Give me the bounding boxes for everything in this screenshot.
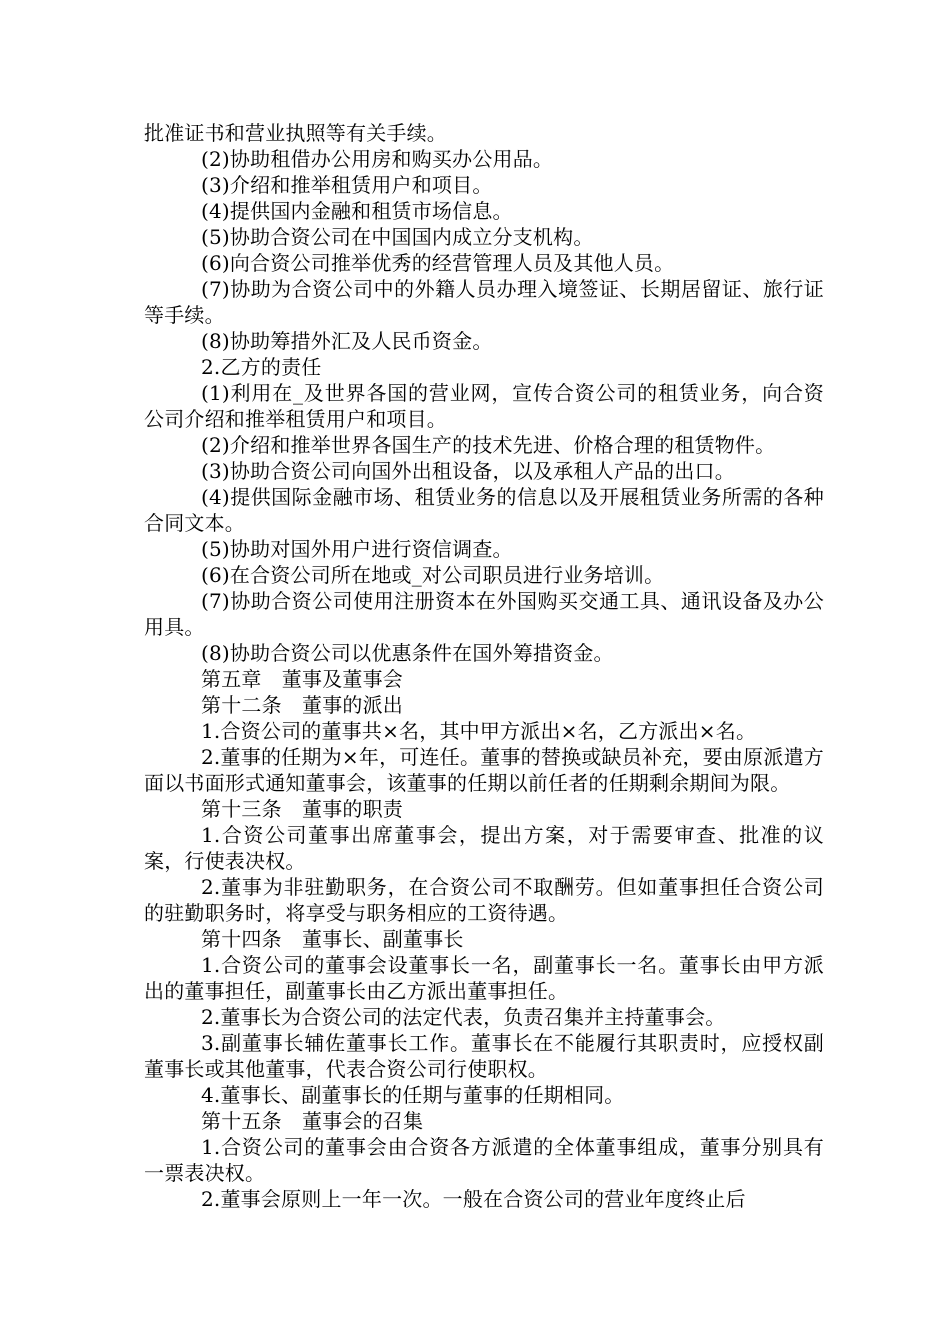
section-heading: 2.乙方的责任 — [201, 355, 322, 379]
paragraph: (2)介绍和推举世界各国生产的技术先进、价格合理的租赁物件。 — [201, 433, 776, 457]
article-heading: 第十五条 董事会的召集 — [201, 1109, 424, 1133]
paragraph: 4.董事长、副董事长的任期与董事的任期相同。 — [201, 1083, 625, 1107]
paragraph: (7)协助为合资公司中的外籍人员办理入境签证、长期居留证、旅行证等手续。 — [144, 277, 824, 327]
paragraph: 2.董事会原则上一年一次。一般在合资公司的营业年度终止后 — [201, 1187, 746, 1211]
paragraph: 1.合资公司的董事会由合资各方派遣的全体董事组成，董事分别具有一票表决权。 — [144, 1135, 824, 1185]
paragraph: (5)协助合资公司在中国国内成立分支机构。 — [201, 225, 594, 249]
chapter-heading: 第五章 董事及董事会 — [201, 667, 403, 691]
paragraph: (2)协助租借办公用房和购买办公用品。 — [201, 147, 554, 171]
article-heading: 第十二条 董事的派出 — [201, 693, 403, 717]
paragraph: (4)提供国际金融市场、租赁业务的信息以及开展租赁业务所需的各种合同文本。 — [144, 485, 824, 535]
paragraph: 1.合资公司董事出席董事会，提出方案，对于需要审查、批准的议案，行使表决权。 — [144, 823, 824, 873]
paragraph: 1.合资公司的董事会设董事长一名，副董事长一名。董事长由甲方派出的董事担任，副董事长由乙方派出董事担任。 — [144, 953, 824, 1003]
paragraph: 3.副董事长辅佐董事长工作。董事长在不能履行其职责时，应授权副董事长或其他董事，代表合资公司行使职权。 — [144, 1031, 824, 1081]
paragraph: (8)协助筹措外汇及人民币资金。 — [201, 329, 493, 353]
paragraph: 2.董事为非驻勤职务，在合资公司不取酬劳。但如董事担任合资公司的驻勤职务时，将享受与职务相应的工资待遇。 — [144, 875, 824, 925]
article-heading: 第十四条 董事长、副董事长 — [201, 927, 464, 951]
paragraph: (7)协助合资公司使用注册资本在外国购买交通工具、通讯设备及办公用具。 — [144, 589, 824, 639]
paragraph: (6)向合资公司推举优秀的经营管理人员及其他人员。 — [201, 251, 675, 275]
paragraph: 批准证书和营业执照等有关手续。 — [144, 121, 447, 145]
article-heading: 第十三条 董事的职责 — [201, 797, 403, 821]
paragraph: 1.合资公司的董事共×名，其中甲方派出×名，乙方派出×名。 — [201, 719, 757, 743]
paragraph: (3)介绍和推举租赁用户和项目。 — [201, 173, 493, 197]
paragraph: 2.董事的任期为×年，可连任。董事的替换或缺员补充，要由原派遣方面以书面形式通知董事会，该董事的任期以前任者的任期剩余期间为限。 — [144, 745, 824, 795]
paragraph: (3)协助合资公司向国外出租设备，以及承租人产品的出口。 — [201, 459, 735, 483]
paragraph: (6)在合资公司所在地或_对公司职员进行业务培训。 — [201, 563, 665, 587]
paragraph: (5)协助对国外用户进行资信调查。 — [201, 537, 513, 561]
document-body — [144, 120, 824, 1212]
paragraph: (4)提供国内金融和租赁市场信息。 — [201, 199, 513, 223]
paragraph: 2.董事长为合资公司的法定代表，负责召集并主持董事会。 — [201, 1005, 726, 1029]
paragraph: (8)协助合资公司以优惠条件在国外筹措资金。 — [201, 641, 614, 665]
paragraph: (1)利用在_及世界各国的营业网，宣传合资公司的租赁业务，向合资公司介绍和推举租赁用户和项目。 — [144, 381, 824, 431]
